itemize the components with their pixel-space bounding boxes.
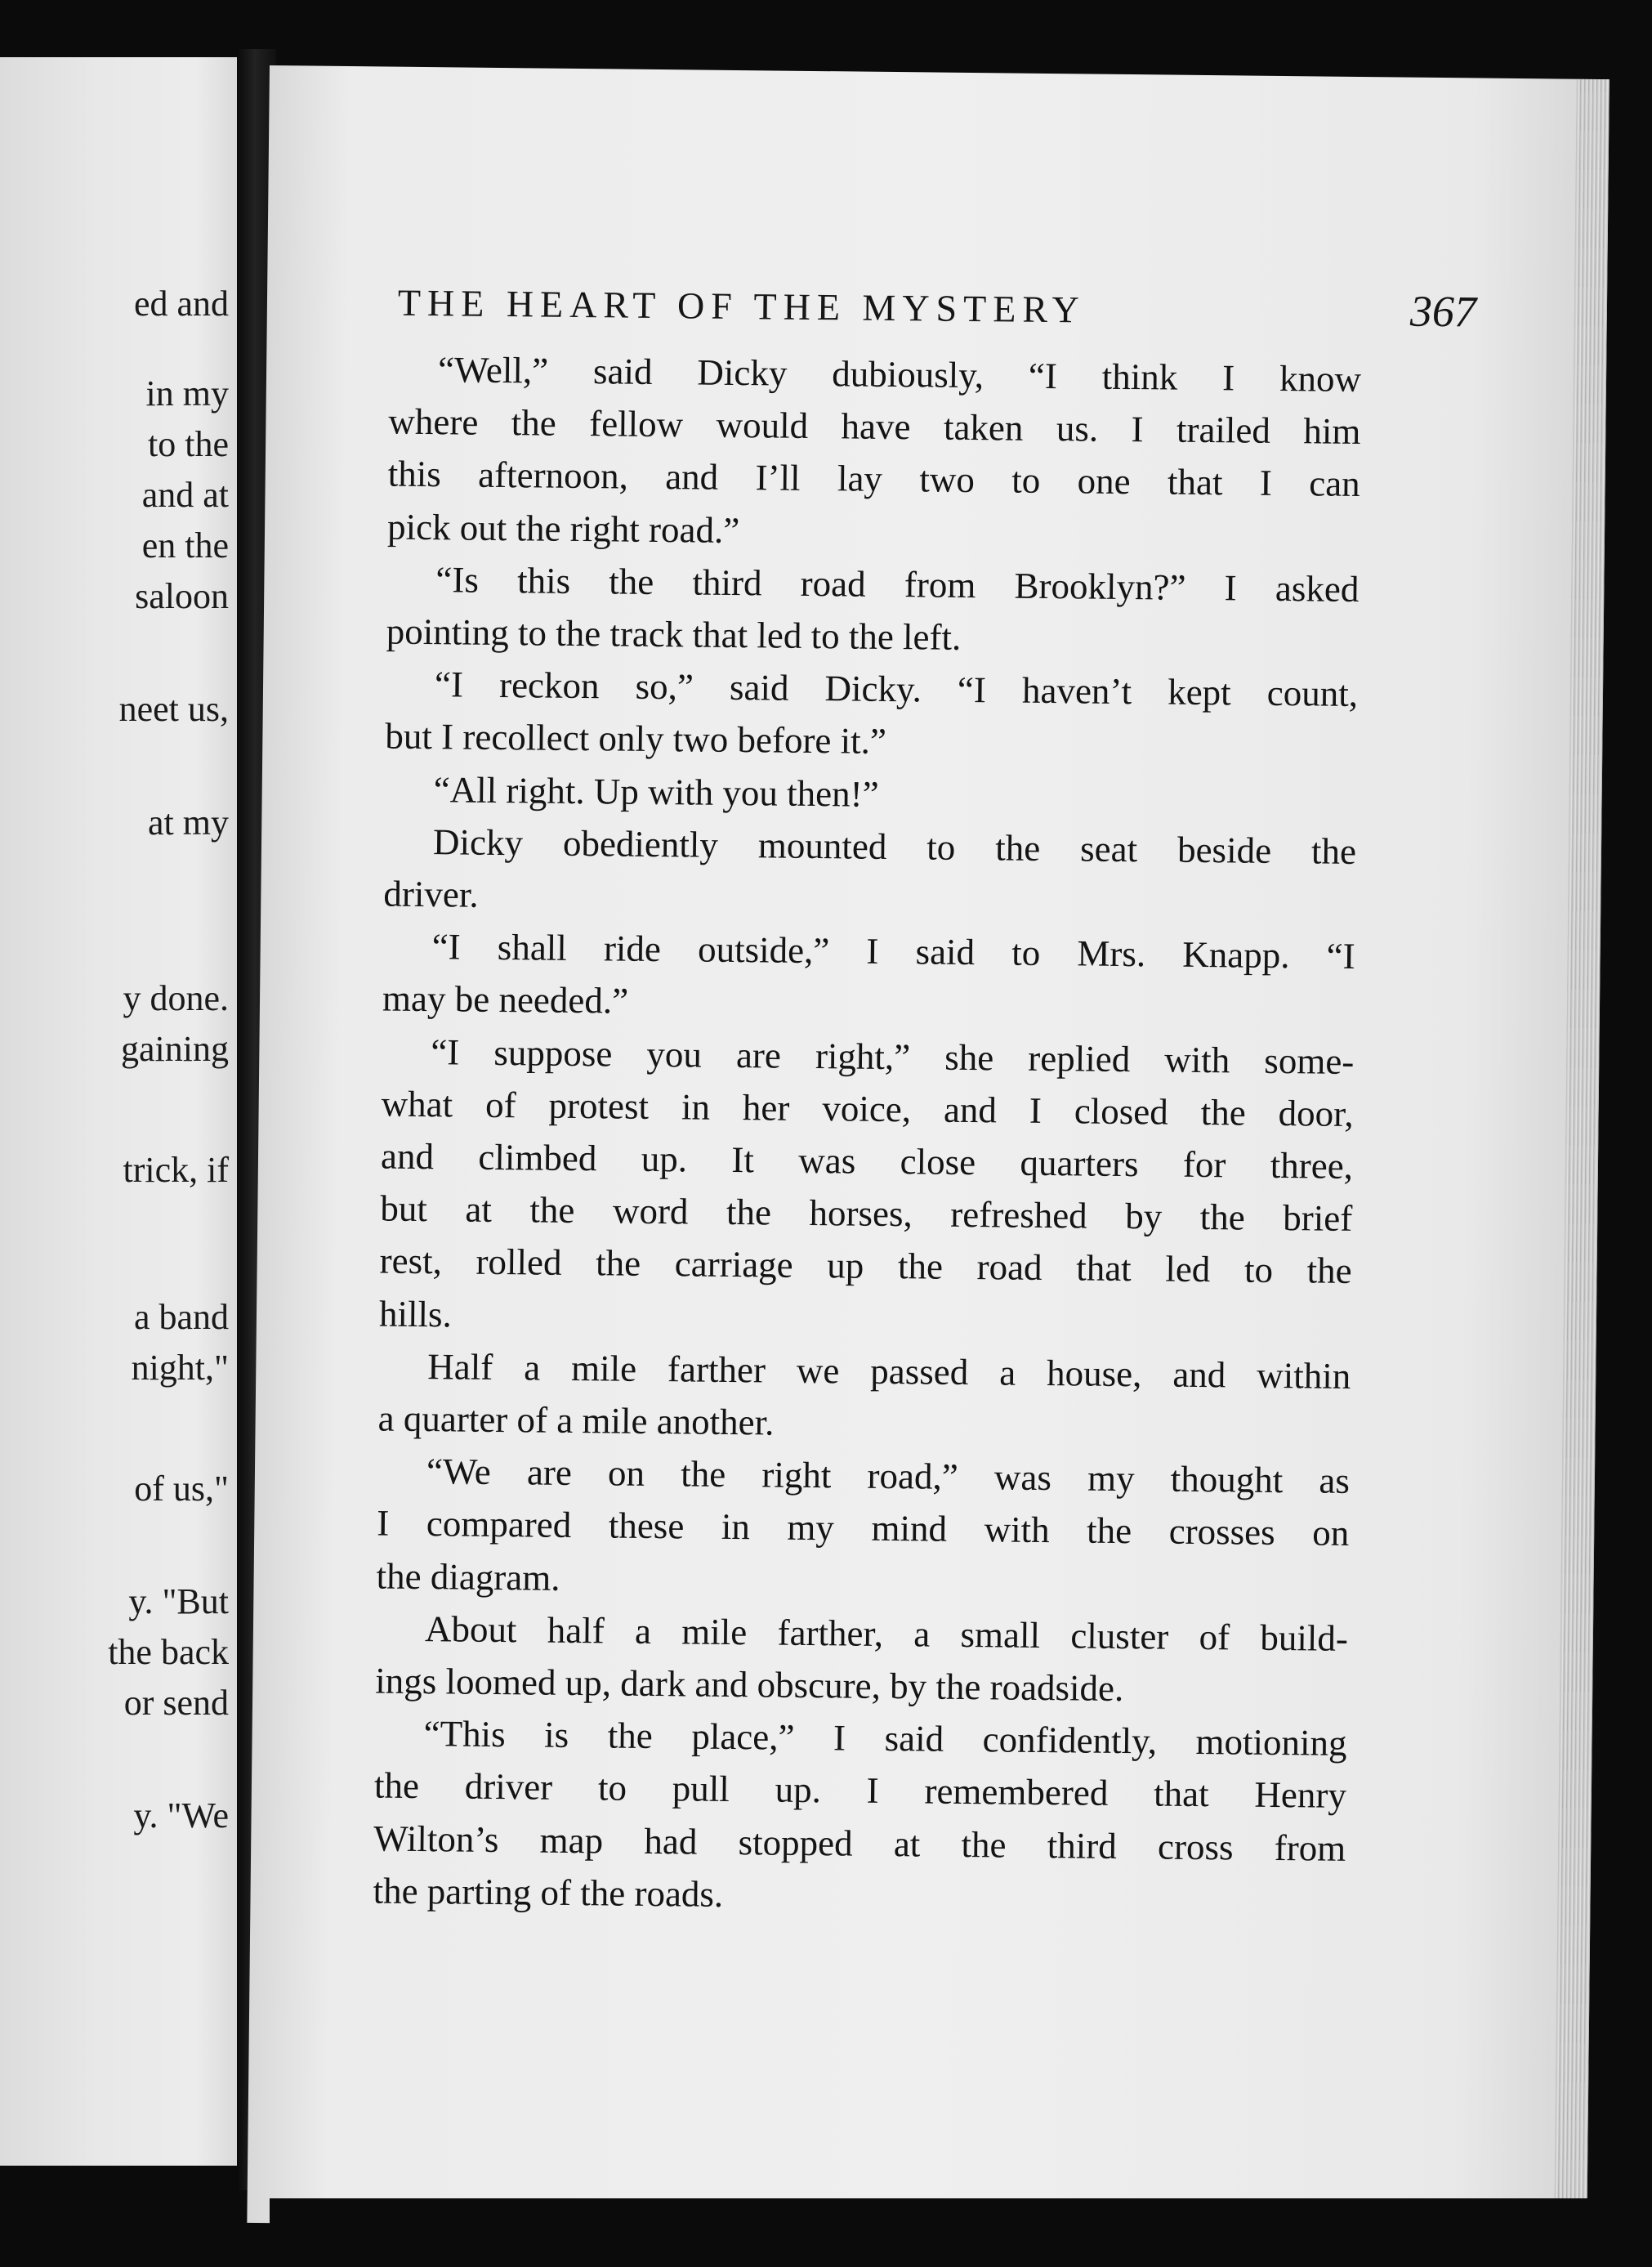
text-line: but at the word the horses, refreshed by the brief: [380, 1187, 1353, 1240]
left-page-fragment: gaining: [121, 1029, 229, 1069]
text-line: a quarter of a mile another.: [377, 1397, 775, 1443]
left-page-fragment: to the: [148, 424, 229, 464]
text-line: “We are on the right road,” was my thought as: [426, 1451, 1351, 1502]
text-line: Dicky obediently mounted to the seat beside the: [432, 821, 1357, 872]
text-line: may be needed.”: [382, 977, 629, 1022]
left-page-fragment: of us,": [134, 1469, 229, 1509]
left-page-fragment: neet us,: [118, 689, 229, 729]
text-line: About half a mile farther, a small cluster of build-: [424, 1607, 1349, 1659]
text-line: Wilton’s map had stopped at the third cross from: [373, 1818, 1346, 1869]
text-line: Half a mile farther we passed a house, and within: [427, 1345, 1351, 1397]
running-title: THE HEART OF THE MYSTERY: [397, 281, 1086, 331]
text-line: and climbed up. It was close quarters for three,: [380, 1135, 1354, 1187]
page-edge: [1554, 79, 1610, 2237]
text-line: where the fellow would have taken us. I trailed him: [388, 400, 1361, 453]
text-line: driver.: [383, 873, 479, 915]
left-page-fragment: en the: [141, 525, 229, 566]
text-line: “I shall ride outside,” I said to Mrs. Knapp. “I: [431, 926, 1355, 977]
running-head: [398, 275, 1477, 338]
text-line: “I suppose you are right,” she replied with some-: [431, 1031, 1355, 1082]
text-line: but I recollect only two before it.”: [385, 715, 887, 762]
page-number: 367: [1409, 286, 1477, 337]
left-page-fragment: a band: [133, 1297, 229, 1337]
left-page-fragment: saloon: [135, 576, 229, 616]
left-page-fragment: trick, if: [123, 1150, 229, 1190]
text-line: rest, rolled the carriage up the road that led to the: [379, 1240, 1352, 1292]
text-line: the diagram.: [376, 1555, 560, 1599]
text-line: what of protest in her voice, and I closed the door,: [381, 1083, 1354, 1134]
left-page-fragment: y. "But: [128, 1581, 229, 1621]
left-page-fragment: y done.: [123, 978, 229, 1018]
text-line: pointing to the track that led to the left.: [386, 610, 962, 658]
left-page-fragment: and at: [141, 475, 229, 515]
text-line: “All right. Up with you then!”: [433, 768, 879, 815]
body-text: [373, 343, 1361, 1927]
left-page-fragment: ed and: [133, 284, 229, 324]
text-line: ings loomed up, dark and obscure, by the roadside.: [375, 1660, 1124, 1710]
left-page-fragment: y. "We: [133, 1795, 229, 1836]
left-page-fragment: in my: [145, 373, 229, 414]
text-line: “I reckon so,” said Dicky. “I haven’t kept count,: [434, 664, 1359, 715]
text-line: the parting of the roads.: [373, 1870, 724, 1915]
text-line: pick out the right road.”: [386, 506, 740, 551]
right-page: [247, 65, 1610, 2237]
left-page: [0, 57, 245, 2166]
left-page-fragment: at my: [148, 803, 229, 843]
text-line: “Well,” said Dicky dubiously, “I think I know: [437, 349, 1362, 400]
text-line: hills.: [378, 1293, 453, 1335]
text-line: I compared these in my mind with the crosses on: [377, 1502, 1350, 1554]
text-line: this afternoon, and I’ll lay two to one that I can: [387, 453, 1360, 505]
text-line: “This is the place,” I said confidently, motioning: [423, 1713, 1347, 1764]
text-line: “Is this the third road from Brooklyn?” I asked: [435, 558, 1360, 610]
left-page-fragment: night,": [131, 1348, 229, 1388]
left-page-fragment: or send: [123, 1683, 229, 1723]
left-page-fragment: the back: [108, 1632, 229, 1672]
text-line: the driver to pull up. I remembered that Henry: [373, 1764, 1347, 1817]
bottom-edge: [270, 2198, 1610, 2267]
